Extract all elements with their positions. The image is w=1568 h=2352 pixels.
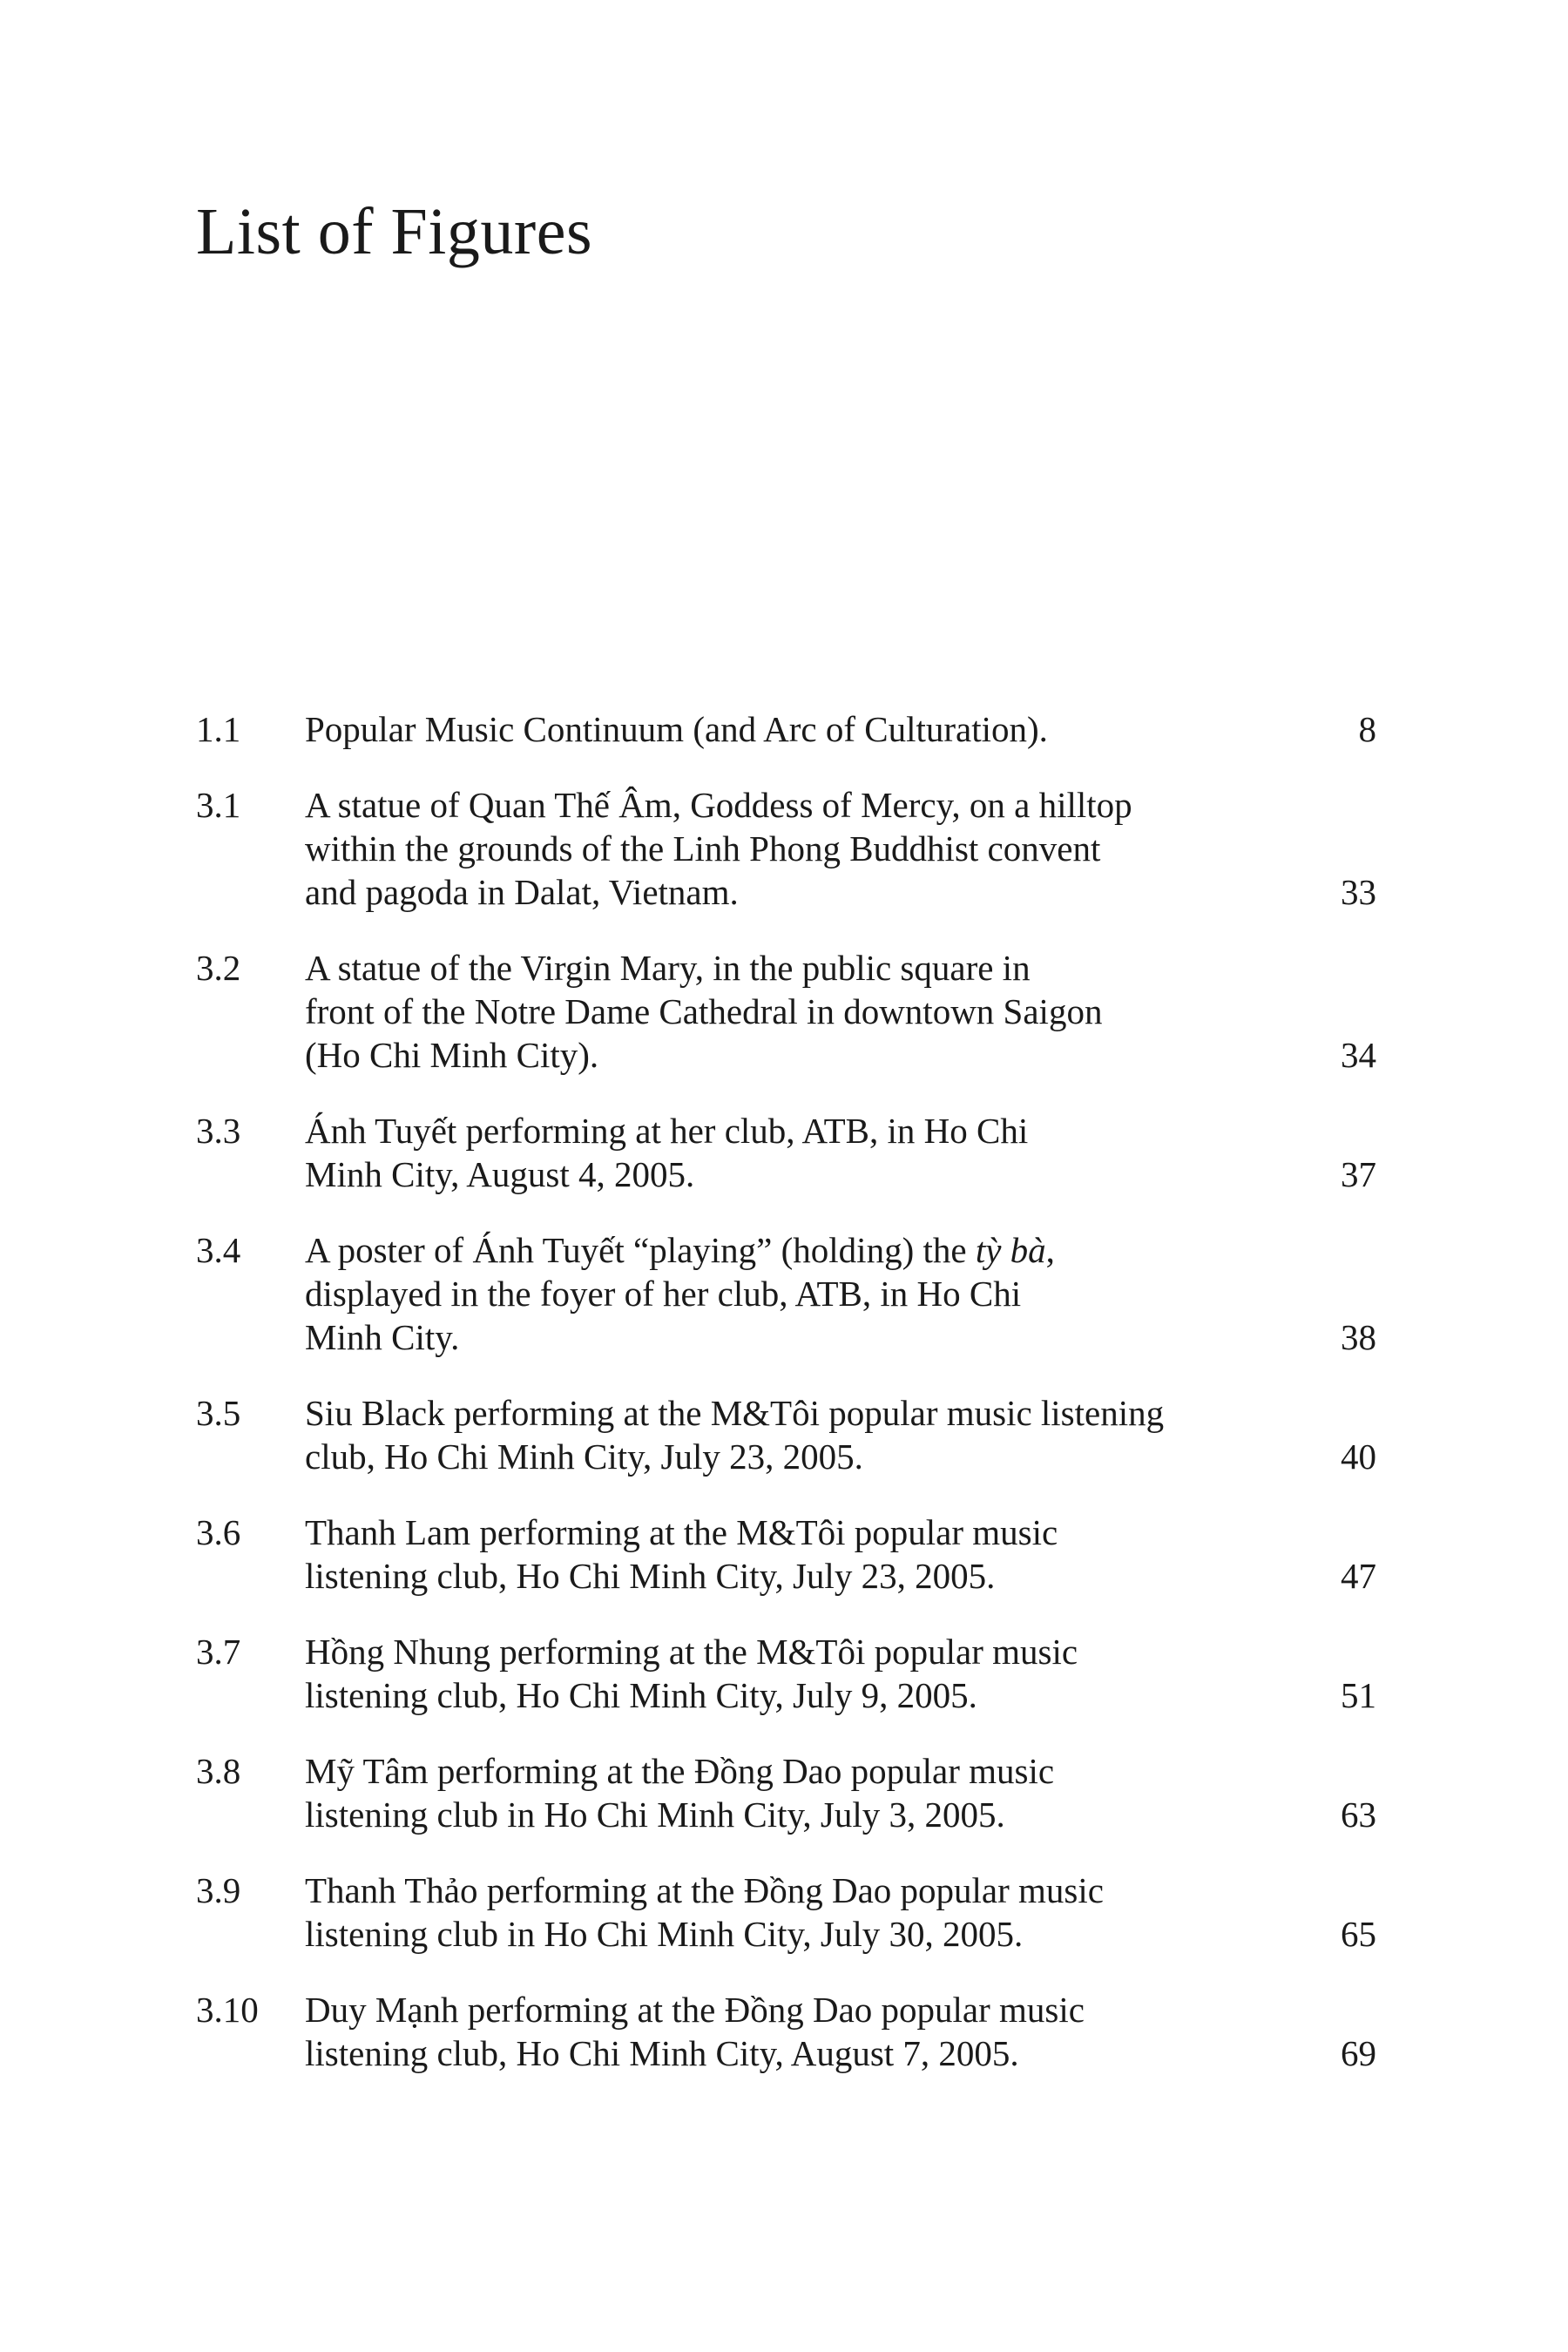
figure-number: 3.5	[196, 1393, 241, 1433]
caption-line: Hồng Nhung performing at the M&Tôi popular music	[305, 1632, 1078, 1672]
page-number: 37	[1341, 1154, 1376, 1194]
caption-line: Ánh Tuyết performing at her club, ATB, in Ho Chi	[305, 1111, 1029, 1151]
page-title: List of Figures	[196, 195, 593, 268]
figure-entry-3-4[interactable]	[196, 1228, 1376, 1359]
figure-entry-3-2[interactable]	[196, 946, 1376, 1077]
page-number: 34	[1341, 1035, 1376, 1075]
page-number: 47	[1341, 1556, 1376, 1596]
caption-line: listening club, Ho Chi Minh City, July 23, 2005.	[305, 1556, 996, 1596]
caption-text: A poster of Ánh Tuyết “playing” (holding) the	[305, 1230, 976, 1270]
caption-line: front of the Notre Dame Cathedral in downtown Saigon	[305, 991, 1103, 1031]
page-number: 65	[1341, 1914, 1376, 1954]
figure-caption	[305, 1228, 1263, 1359]
figure-number: 3.2	[196, 948, 241, 988]
caption-line: Thanh Lam performing at the M&Tôi popular music	[305, 1512, 1058, 1552]
figure-entry-3-7[interactable]	[196, 1630, 1376, 1717]
caption-line: Thanh Thảo performing at the Đồng Dao popular music	[305, 1870, 1104, 1910]
caption-line: Minh City, August 4, 2005.	[305, 1154, 695, 1194]
figure-caption	[305, 707, 1263, 751]
caption-punctuation: ,	[1045, 1230, 1055, 1270]
figure-number: 3.1	[196, 785, 241, 825]
figure-entry-3-5[interactable]	[196, 1391, 1376, 1478]
figure-number: 3.3	[196, 1111, 241, 1151]
figure-entry-3-10[interactable]	[196, 1988, 1376, 2075]
page-number: 33	[1341, 872, 1376, 912]
figure-caption	[305, 783, 1263, 914]
figure-entry-1-1[interactable]	[196, 707, 1376, 751]
caption-line: Popular Music Continuum (and Arc of Culturation).	[305, 709, 1048, 749]
figure-entry-3-1[interactable]	[196, 783, 1376, 914]
caption-line: listening club in Ho Chi Minh City, July 30, 2005.	[305, 1914, 1024, 1954]
figure-number: 3.10	[196, 1990, 259, 2030]
caption-line: listening club, Ho Chi Minh City, July 9, 2005.	[305, 1675, 977, 1715]
page-number: 51	[1341, 1675, 1376, 1715]
caption-line: A statue of Quan Thế Âm, Goddess of Mercy, on a hilltop	[305, 785, 1132, 825]
figure-caption	[305, 1869, 1263, 1956]
figure-number: 3.4	[196, 1230, 241, 1270]
figure-entry-3-3[interactable]	[196, 1109, 1376, 1196]
figure-caption	[305, 1109, 1263, 1196]
caption-line: listening club in Ho Chi Minh City, July 3, 2005.	[305, 1794, 1005, 1835]
page-number: 69	[1341, 2033, 1376, 2073]
caption-line: (Ho Chi Minh City).	[305, 1035, 599, 1075]
page-number: 63	[1341, 1794, 1376, 1835]
figure-caption	[305, 1988, 1263, 2075]
figure-number: 3.7	[196, 1632, 241, 1672]
caption-line: displayed in the foyer of her club, ATB, in Ho Chi	[305, 1274, 1022, 1314]
caption-line: Duy Mạnh performing at the Đồng Dao popular music	[305, 1990, 1085, 2030]
figure-entry-3-9[interactable]	[196, 1869, 1376, 1956]
caption-line: club, Ho Chi Minh City, July 23, 2005.	[305, 1436, 863, 1477]
figure-list	[196, 707, 1376, 2075]
figure-number: 3.6	[196, 1512, 241, 1552]
page-number: 38	[1341, 1317, 1376, 1357]
caption-line: within the grounds of the Linh Phong Buddhist convent	[305, 828, 1101, 868]
figure-caption	[305, 1749, 1263, 1836]
figure-caption	[305, 1391, 1263, 1478]
caption-line: and pagoda in Dalat, Vietnam.	[305, 872, 739, 912]
figure-entry-3-8[interactable]	[196, 1749, 1376, 1836]
figure-number: 3.8	[196, 1751, 241, 1791]
caption-line: Siu Black performing at the M&Tôi popular music listening	[305, 1393, 1165, 1433]
figure-number: 3.9	[196, 1870, 241, 1910]
instrument-name: tỳ bà	[975, 1230, 1046, 1270]
caption-line: A statue of the Virgin Mary, in the public square in	[305, 948, 1031, 988]
figure-caption	[305, 946, 1263, 1077]
figure-number: 1.1	[196, 709, 241, 749]
page-number: 8	[1358, 709, 1376, 749]
figure-caption	[305, 1630, 1263, 1717]
caption-line: Mỹ Tâm performing at the Đồng Dao popular music	[305, 1751, 1055, 1791]
caption-line: listening club, Ho Chi Minh City, August 7, 2005.	[305, 2033, 1019, 2073]
page-number: 40	[1341, 1436, 1376, 1477]
caption-line	[305, 1228, 1263, 1272]
figure-caption	[305, 1511, 1263, 1598]
caption-line: Minh City.	[305, 1317, 460, 1357]
figure-entry-3-6[interactable]	[196, 1511, 1376, 1598]
